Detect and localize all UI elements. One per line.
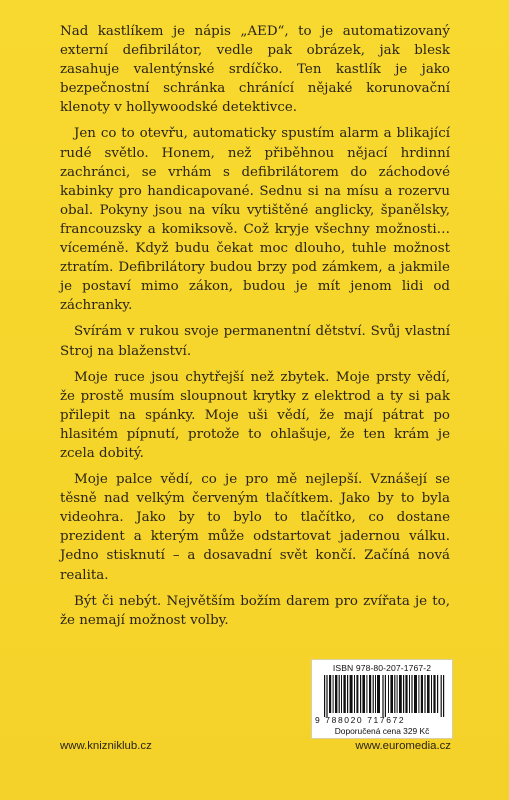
barcode-panel — [311, 659, 453, 739]
barcode-digits: 9 788020 717672 — [315, 715, 406, 725]
publisher-url-right[interactable]: www.euromedia.cz — [355, 740, 451, 752]
paragraph: Moje palce vědí, co je pro mě nejlepší. Vznášejí se těsně nad velkým červeným tlačítkem. Jako by to byla videohra. Jako by to bylo to tlačítko, co dostane prezident a kterým může odstartovat jadernou válku. Jedno stisknutí – a dosavadní svět končí. Začíná nová realita. — [60, 472, 450, 583]
paragraph: Jen co to otevřu, automaticky spustím alarm a blikající rudé světlo. Honem, než přiběhnou nějací hrdinní zachránci, se vrhám s defibrilátorem do záchodové kabinky pro handicapované. Sednu si na mísu a rozervu obal. Pokyny jsou na víku vytištěné anglicky, španělsky, francouzsky a komiksově. Což kryje všechny možnosti… víceméně. Když budu čekat moc dlouho, tuhle možnost ztratím. Defibrilátory budou brzy pod zámkem, a jakmile je postaví mimo zákon, budou je mít jenom lidi od záchranky. — [60, 126, 450, 314]
barcode-icon — [324, 675, 446, 717]
paragraph: Svírám v rukou svoje permanentní dětství. Svůj vlastní Stroj na blaženství. — [60, 324, 450, 359]
isbn-label: ISBN 978-80-207-1767-2 — [332, 663, 432, 673]
price-label: Doporučená cena 329 Kč — [334, 726, 430, 736]
paragraph: Nad kastlíkem je nápis „AED“, to je automatizovaný externí defibrilátor, vedle pak obrázek, jak blesk zasahuje valentýnské srdíčko. Ten kastlík je jako bezpečnostní schránka chránící nějaké korunovační klenoty v hollywoodské detektivce. — [60, 24, 450, 116]
publisher-url-left[interactable]: www.knizniklub.cz — [60, 740, 152, 752]
blurb-text — [60, 22, 450, 637]
paragraph: Být či nebýt. Největším božím darem pro zvířata je to, že nemají možnost volby. — [60, 593, 450, 628]
paragraph: Moje ruce jsou chytřejší než zbytek. Moje prsty vědí, že prostě musím sloupnout krytky z elektrod a ty si pak přilepit na spánky. Moje uši vědí, že mají pátrat po hlasitém pípnutí, protože to ohlašuje, že ten krám je zcela dobitý. — [60, 369, 450, 461]
